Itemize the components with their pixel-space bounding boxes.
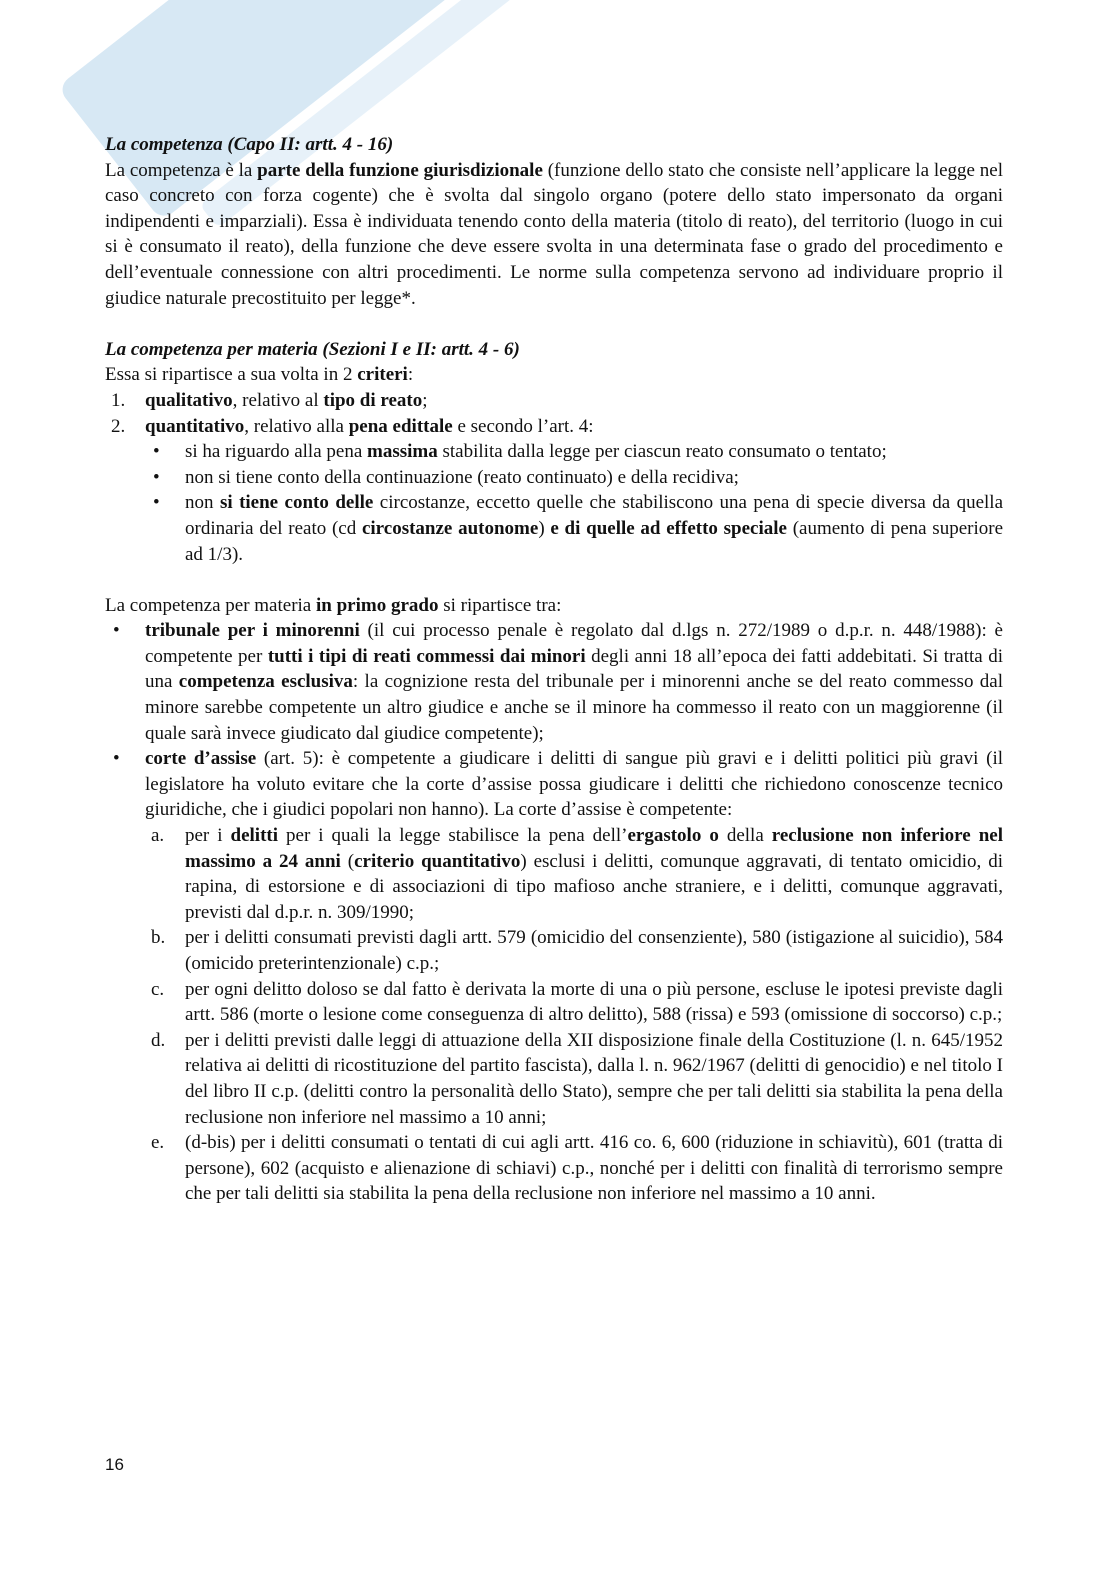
section-title-materia: La competenza per materia (Sezioni I e II: artt. 4 - 6): [105, 338, 520, 360]
list-item-a: a. per i delitti per i quali la legge stabilisce la pena dell’ergastolo o della reclusione non inferiore nel massimo a 24 anni (criterio quantitativo) esclusi i delitti, comunque aggravati, di tentato omicidio, di rapina, di estorsione e di associazioni di tipo mafioso anche straniere, e i delitti, comunque aggravati, previsti dal d.p.r. n. 309/1990;: [151, 825, 1003, 923]
primo-grado-list: [105, 618, 1003, 823]
list-item-quantitativo: 2. quantitativo, relativo alla pena edittale e secondo l’art. 4:: [111, 415, 594, 437]
list-item-qualitativo: 1. qualitativo, relativo al tipo di reato;: [111, 389, 428, 411]
paragraph-criteri-intro: Essa si ripartisce a sua volta in 2 criteri:: [105, 364, 414, 386]
quantitativo-bullets: [105, 439, 1003, 567]
list-item-e: e. (d-bis) per i delitti consumati o tentati di cui agli artt. 416 co. 6, 600 (riduzione in schiavitù), 601 (tratta di persone), 602 (acquisto e alienazione di schiavi) c.p., nonché per i delitti con finalità di terrorismo sempre che per tali delitti sia stabilita la pena della reclusione non inferiore nel massimo a 10 anni.: [151, 1132, 1003, 1205]
list-item-d: d. per i delitti previsti dalle leggi di attuazione della XII disposizione finale della Costituzione (l. n. 645/1952 relativa ai delitti di ricostituzione del partito fascista), dalla l. n. 962/1967 (delitti di genocidio) e nel titolo I del libro II c.p. (delitti contro la personalità dello Stato), sempre che per tali delitti sia stabilita la pena della reclusione non inferiore nel massimo a 10 anni;: [151, 1029, 1003, 1128]
list-item-tribunale-minorenni: • tribunale per i minorenni (il cui processo penale è regolato dal d.lgs n. 272/1989 o d.p.r. n. 448/1988): è competente per tutti i tipi di reati commessi dai minori degli anni 18 all’epoca dei fatti addebitati. Si tratta di una competenza esclusiva: la cognizione resta del tribunale per i minorenni anche se del reato commesso dal minore sarebbe competente un altro giudice e anche se il minore ha commesso il reato con un maggiorenne (il quale sarà invece giudicato dal giudice competente);: [105, 618, 1003, 746]
list-item: • non si tiene conto delle circostanze, eccetto quelle che stabiliscono una pena di specie diversa da quella ordinaria del reato (cd circostanze autonome) e di quelle ad effetto speciale (aumento di pena superiore ad 1/3).: [105, 490, 1003, 567]
paragraph-primo-grado: La competenza per materia in primo grado si ripartisce tra:: [105, 594, 562, 616]
list-item: • non si tiene conto della continuazione (reato continuato) e della recidiva;: [105, 465, 1003, 491]
corte-assise-list: [105, 823, 1003, 1207]
criteri-list: [105, 388, 1003, 439]
document-page: [105, 132, 1003, 1207]
list-item-b: b. per i delitti consumati previsti dagli artt. 579 (omicidio del consenziente), 580 (istigazione al suicidio), 584 (omicido preterintenzionale) c.p.;: [151, 927, 1003, 974]
list-item: • si ha riguardo alla pena massima stabilita dalla legge per ciascun reato consumato o tentato;: [105, 439, 1003, 465]
page-number: 16: [105, 1455, 124, 1474]
paragraph-competenza: La competenza è la parte della funzione giurisdizionale (funzione dello stato che consiste nell’applicare la legge nel caso concreto con forza cogente) che è svolta dal singolo organo (potere dello stato impersonato da organi indipendenti e imparziali). Essa è individuata tenendo conto della materia (titolo di reato), del territorio (luogo in cui si è consumato il reato), della funzione che deve essere svolta in una determinata fase o grado del procedimento e dell’eventuale connessione con altri procedimenti. Le norme sulla competenza servono ad individuare proprio il giudice naturale precostituito per legge*.: [105, 159, 1003, 309]
list-item-c: c. per ogni delitto doloso se dal fatto è derivata la morte di una o più persone, escluse le ipotesi previste dagli artt. 586 (morte o lesione come conseguenza di altro delitto), 588 (rissa) e 593 (omissione di soccorso) c.p.;: [151, 978, 1003, 1026]
list-item-corte-assise: • corte d’assise (art. 5): è competente a giudicare i delitti di sangue più gravi e i delitti politici più gravi (il legislatore ha voluto evitare che la corte d’assise possa giudicare i delitti che richiedono conoscenze tecnico giuridiche, che i giudici popolari non hanno). La corte d’assise è competente:: [105, 746, 1003, 823]
section-title-competenza: La competenza (Capo II: artt. 4 - 16): [105, 134, 394, 155]
